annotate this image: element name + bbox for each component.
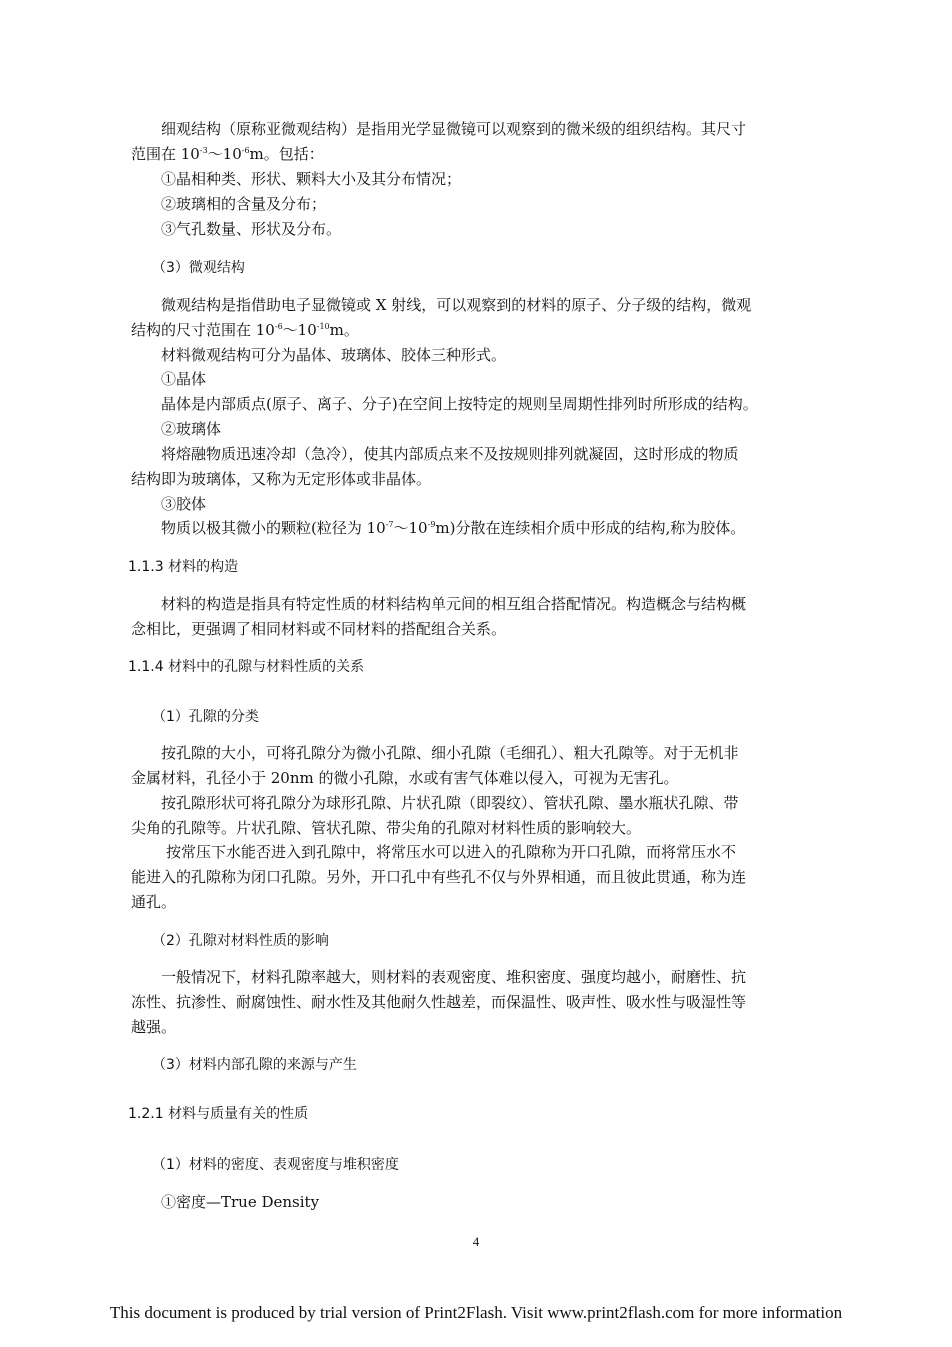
subsection-heading: （1）孔隙的分类 [152, 709, 259, 725]
paragraph-line: 通孔。 [131, 893, 177, 911]
paragraph-line: 越强。 [131, 1018, 177, 1036]
list-item: ②玻璃体 [161, 420, 222, 438]
paragraph-line: 微观结构是指借助电子显微镜或 X 射线，可以观察到的材料的原子、分子级的结构，微观 [161, 296, 752, 314]
paragraph-line: 将熔融物质迅速冷却（急冷），使其内部质点来不及按规则排列就凝固，这时形成的物质 [161, 445, 739, 463]
paragraph-line: 按孔隙的大小，可将孔隙分为微小孔隙、细小孔隙（毛细孔）、粗大孔隙等。对于无机非 [161, 744, 739, 762]
subsection-heading: （1）材料的密度、表观密度与堆积密度 [152, 1157, 399, 1173]
list-item: ①晶相种类、形状、颗料大小及其分布情况； [161, 170, 462, 188]
paragraph-line: 按常压下水能否进入到孔隙中，将常压水可以进入的孔隙称为开口孔隙，而将常压水不 [166, 843, 737, 861]
watermark-footer: This document is produced by trial version of Print2Flash. Visit www.print2flash.com for more information [109, 1303, 843, 1322]
section-heading: 1.1.3 材料的构造 [128, 559, 239, 575]
paragraph-line: 金属材料，孔径小于 20nm 的微小孔隙，水或有害气体难以侵入，可视为无害孔。 [131, 769, 679, 787]
subsection-heading: （3）微观结构 [152, 260, 245, 276]
paragraph-line: 冻性、抗渗性、耐腐蚀性、耐水性及其他耐久性越差，而保温性、吸声性、吸水性与吸湿性等 [131, 993, 747, 1011]
subsection-heading: （3）材料内部孔隙的来源与产生 [152, 1057, 357, 1073]
list-item: ①晶体 [161, 370, 207, 388]
paragraph-line: 结构的尺寸范围在 $10^{-6}\sim 10^{-10}m$。 [131, 321, 359, 339]
paragraph-line: 按孔隙形状可将孔隙分为球形孔隙、片状孔隙（即裂纹）、管状孔隙、墨水瓶状孔隙、带 [161, 794, 739, 812]
paragraph-line: 一般情况下，材料孔隙率越大，则材料的表观密度、堆积密度、强度均越小，耐磨性、抗 [161, 968, 747, 986]
paragraph-line: 材料的构造是指具有特定性质的材料结构单元间的相互组合搭配情况。构造概念与结构概 [161, 595, 747, 613]
paragraph-line: 晶体是内部质点(原子、离子、分子)在空间上按特定的规则呈周期性排列时所形成的结构。 [161, 395, 758, 413]
subsection-heading: （2）孔隙对材料性质的影响 [152, 933, 329, 949]
paragraph-line: 结构即为玻璃体，又称为无定形体或非晶体。 [131, 470, 432, 488]
list-item: ①密度—True Density [161, 1193, 320, 1211]
list-item: ③气孔数量、形状及分布。 [161, 220, 342, 238]
paragraph-line: 物质以极其微小的颗粒(粒径为 $10^{-7}\sim 10^{-9}m$)分散在连续相介质中形成的结构,称为胶体。 [161, 519, 746, 537]
paragraph-line: 能进入的孔隙称为闭口孔隙。另外，开口孔中有些孔不仅与外界相通，而且彼此贯通，称为连 [131, 868, 747, 886]
section-heading: 1.2.1 材料与质量有关的性质 [128, 1106, 309, 1122]
page-number: 4 [472, 1234, 480, 1249]
list-item: ②玻璃相的含量及分布； [161, 195, 327, 213]
paragraph-line: 细观结构（原称亚微观结构）是指用光学显微镜可以观察到的微米级的组织结构。其尺寸 [161, 120, 747, 138]
paragraph-line: 念相比，更强调了相同材料或不同材料的搭配组合关系。 [131, 620, 507, 638]
list-item: ③胶体 [161, 495, 207, 513]
paragraph-line: 材料微观结构可分为晶体、玻璃体、胶体三种形式。 [161, 346, 507, 364]
paragraph-line: 尖角的孔隙等。片状孔隙、管状孔隙、带尖角的孔隙对材料性质的影响较大。 [131, 819, 642, 837]
paragraph-line: 范围在 $10^{-3}\sim 10^{-6}m$。包括： [131, 145, 324, 163]
section-heading: 1.1.4 材料中的孔隙与材料性质的关系 [128, 659, 365, 675]
